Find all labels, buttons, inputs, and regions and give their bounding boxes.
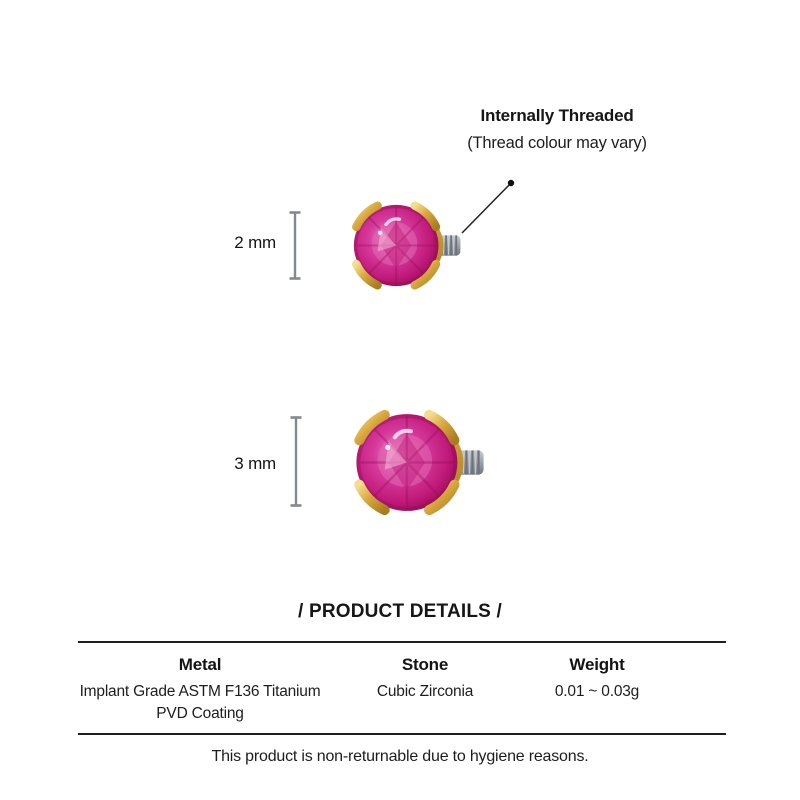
size-label-2mm: 2 mm <box>234 233 276 252</box>
metal-value-line2: PVD Coating <box>156 705 244 722</box>
weight-header: Weight <box>569 655 625 674</box>
measure-bracket-2mm-icon <box>289 211 301 280</box>
product-details-heading: / PRODUCT DETAILS / <box>297 601 502 622</box>
metal-value <box>65 681 335 725</box>
measure-bracket-3mm-icon <box>290 416 302 507</box>
annotation-title: Internally Threaded <box>480 106 634 125</box>
weight-value: 0.01 ~ 0.03g <box>554 683 640 700</box>
annotation-subtitle: (Thread colour may vary) <box>467 134 647 152</box>
gem-stud-2mm-icon <box>352 199 464 292</box>
table-top-rule <box>78 641 726 643</box>
stone-value: Cubic Zirconia <box>376 683 474 700</box>
size-label-3mm: 3 mm <box>234 454 276 473</box>
detail-column-stone <box>335 655 515 703</box>
metal-value-line1: Implant Grade ASTM F136 Titanium <box>79 683 321 700</box>
table-bottom-rule <box>78 733 726 735</box>
detail-column-metal <box>65 655 335 725</box>
gem-stud-3mm-icon <box>354 407 488 518</box>
stone-header: Stone <box>401 655 449 674</box>
annotation-block <box>427 106 687 153</box>
metal-header: Metal <box>178 655 222 674</box>
detail-column-weight <box>507 655 687 703</box>
hygiene-note: This product is non-returnable due to hygiene reasons. <box>211 748 589 765</box>
